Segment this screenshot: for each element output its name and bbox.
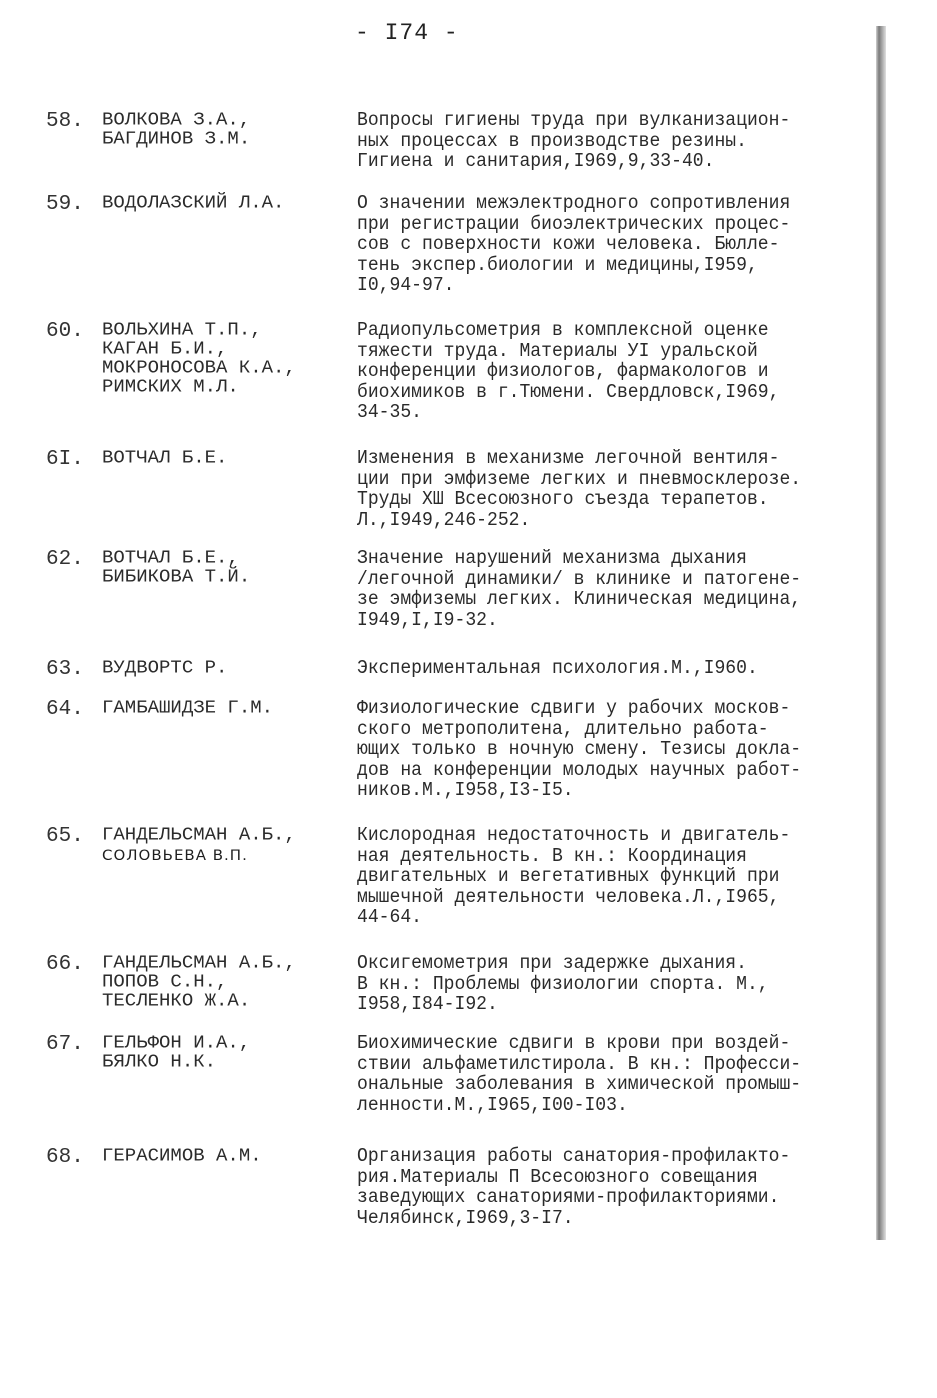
entry-number: 68. [46,1146,84,1169]
entry-authors [102,825,342,865]
entry-number: 58. [46,110,84,133]
author-name: ВОТЧАЛ Б.Е. [102,447,228,468]
author-name: ВУДВОРТС Р. [102,657,228,678]
citation-line: заведующих санаториями-профилакториями. [357,1186,780,1208]
citation-line: зе эмфиземы легких. Клиническая медицина, [357,588,802,610]
entry-number: 60. [46,320,84,343]
citation-line: биохимиков в г.Тюмени. Свердловск,I969, [357,380,780,403]
entry-number: 65. [46,825,84,848]
citation-line: тень экспер.биологии и медицины,I959, [357,253,758,276]
entry-number: 6I. [46,448,84,471]
entry-citation [357,825,877,928]
entry-authors [102,320,342,396]
author-name: БЯЛКО Н.К. [102,1051,217,1072]
citation-line: Организация работы санатория-профилакто- [357,1145,791,1167]
citation-line: Значение нарушений механизма дыхания [357,547,747,569]
citation-line: Биохимические сдвиги в крови при воздей- [357,1032,791,1054]
entry-citation [357,698,877,801]
citation-line: при регистрации биоэлектрических процес- [357,212,791,235]
author-name: МОКРОНОСОВА К.А., [102,357,296,378]
entry-number: 67. [46,1033,84,1056]
citation-line: ствии альфаметилстирола. В кн.: Професси- [357,1052,802,1075]
citation-line: 34-35. [357,401,423,423]
page-number: - I74 - [355,20,459,46]
author-name: ВОДОЛАЗСКИЙ Л.А. [102,192,285,213]
citation-line: I958,I84-I92. [357,993,498,1015]
author-name: ГЕРАСИМОВ А.М. [102,1145,262,1166]
citation-line: конференции физиологов, фармакологов и [357,360,769,382]
citation-line: Труды ХШ Всесоюзного съезда терапетов. [357,488,769,510]
citation-line: /легочной динамики/ в клинике и патогене- [357,567,802,590]
citation-line: Кислородная недостаточность и двигатель- [357,824,791,846]
author-name: ГАНДЕЛЬСМАН А.Б., [102,952,296,973]
entry-citation [357,658,877,679]
citation-line: Гигиена и санитария,I969,9,33-40. [357,150,715,172]
entry-citation [357,110,877,172]
citation-line: рия.Материалы П Всесоюзного совещания [357,1165,758,1188]
citation-line: I0,94-97. [357,274,455,296]
citation-line: I949,I,I9-32. [357,608,498,631]
author-name: ВОЛКОВА З.А., [102,109,251,130]
citation-line: ных процессах в производстве резины. [357,129,747,152]
citation-line: ональные заболевания в химической промыш- [357,1073,802,1095]
entry-number: 64. [46,698,84,721]
entry-authors [102,953,342,1010]
citation-line: Вопросы гигиены труда при вулканизацион- [357,109,791,131]
author-name: ТЕСЛЕНКО Ж.А. [102,990,251,1011]
citation-line: Челябинск,I969,3-I7. [357,1206,574,1229]
entry-number: 66. [46,953,84,976]
author-name: ВОТЧАЛ Б.Е., [102,547,239,568]
citation-line: ции при эмфиземе легких и пневмосклерозе. [357,467,802,490]
author-name: РИМСКИХ М.Л. [102,376,239,397]
entry-authors [102,448,342,467]
author-name: БИБИКОВА Т.Й. [102,566,251,587]
author-name: ПОПОВ С.Н., [102,971,228,992]
citation-line: двигательных и вегетативных функций при [357,865,780,887]
page-binding-edge [876,26,886,1240]
entry-authors [102,1146,342,1165]
citation-line: ющих только в ночную смену. Тезисы докла- [357,738,802,760]
author-name: ГАМБАШИДЗЕ Г.М. [102,697,274,718]
citation-line: мышечной деятельности человека.Л.,I965, [357,885,780,908]
citation-line: ленности.М.,I965,I00-I03. [357,1093,628,1116]
citation-line: ского метрополитена, длительно работа- [357,717,769,740]
citation-line: Экспериментальная психология.М.,I960. [357,657,758,679]
entry-number: 62. [46,548,84,571]
citation-line: О значении межэлектродного сопротивления [357,192,791,214]
citation-line: дов на конференции молодых научных работ- [357,758,802,781]
entry-authors [102,548,342,586]
citation-line: В кн.: Проблемы физиологии спорта. М., [357,972,769,995]
citation-line: Оксигемометрия при задержке дыхания. [357,952,747,974]
entry-number: 59. [46,193,84,216]
citation-line: 44-64. [357,906,423,928]
entry-citation [357,448,877,530]
entry-citation [357,193,877,296]
entry-citation [357,1033,877,1115]
entry-authors [102,698,342,717]
entry-citation [357,548,877,630]
entry-citation [357,953,877,1015]
author-name: ВОЛЬХИНА Т.П., [102,319,262,340]
entry-authors [102,193,342,212]
citation-line: Радиопульсометрия в комплексной оценке [357,319,769,341]
author-name: КАГАН Б.И., [102,338,228,359]
author-name: БАГДИНОВ З.М. [102,128,251,149]
author-name-handwritten: СОЛОВЬЕВА В.П. [102,846,248,864]
citation-line: Изменения в механизме легочной вентиля- [357,447,780,469]
citation-line: ников.М.,I958,I3-I5. [357,779,574,801]
entry-authors [102,110,342,148]
entry-authors [102,1033,342,1071]
citation-line: сов с поверхности кожи человека. Бюлле- [357,233,780,255]
entry-citation [357,320,877,423]
citation-line: Л.,I949,246-252. [357,508,531,531]
citation-line: ная деятельность. В кн.: Координация [357,844,747,867]
citation-line: Физиологические сдвиги у рабочих москов- [357,697,791,719]
entry-number: 63. [46,658,84,681]
author-name: ГАНДЕЛЬСМАН А.Б., [102,824,296,845]
entry-citation [357,1146,877,1228]
citation-line: тяжести труда. Материалы УI уральской [357,339,758,362]
author-name: ГЕЛЬФОН И.А., [102,1032,251,1053]
entry-authors [102,658,342,677]
